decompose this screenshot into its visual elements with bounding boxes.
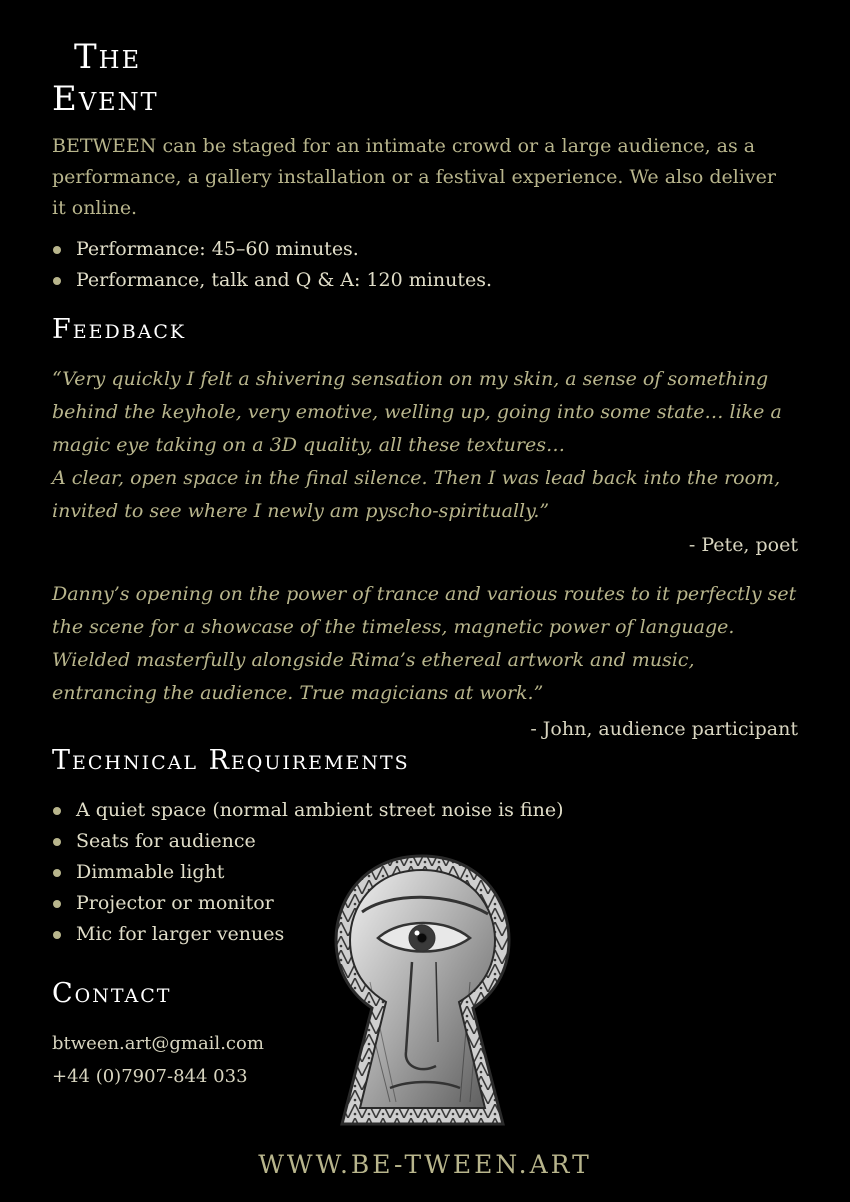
event-description: BETWEEN can be staged for an intimate crowd or a large audience, as a performance, a gallery installation or a festival experience. We also deliver it online. <box>52 135 776 219</box>
keyhole-eye-illustration <box>320 852 525 1130</box>
contact-heading: Contact <box>52 978 172 1009</box>
list-item: Seats for audience <box>52 826 564 857</box>
list-item: Performance, talk and Q & A: 120 minutes. <box>52 265 492 296</box>
feedback-quote-2: Danny’s opening on the power of trance and various routes to it perfectly set the scene for a showcase of the timeless, magnetic power of language. Wielded masterfully alongside Rima’s ethereal artwork and music, entrancing the audience. True magicians at work.” <box>52 583 797 704</box>
event-duration-list <box>52 234 492 296</box>
feedback-attribution-1: - Pete, poet <box>688 534 798 556</box>
list-item: Projector or monitor <box>52 888 564 919</box>
list-item: Mic for larger venues <box>52 919 564 950</box>
technical-heading: Technical Requirements <box>52 745 410 776</box>
website-link[interactable]: WWW.BE-TWEEN.ART <box>258 1150 592 1179</box>
quote-1-part-1: “Very quickly I felt a shivering sensation on my skin, a sense of something behind the keyhole, very emotive, welling up, going into some state… like a magic eye taking on a 3D quality, all these textures… <box>52 368 782 456</box>
contact-info <box>52 1027 264 1093</box>
quote-1-part-2: A clear, open space in the final silence. Then I was lead back into the room, invited to see where I newly am pyscho-spiritually.” <box>52 467 781 522</box>
event-title-line2: Event <box>52 79 159 119</box>
contact-email[interactable]: btween.art@gmail.com <box>52 1033 264 1054</box>
list-item: Dimmable light <box>52 857 564 888</box>
feedback-attribution-2: - John, audience participant <box>530 718 798 740</box>
contact-phone[interactable]: +44 (0)7907-844 033 <box>52 1066 248 1087</box>
feedback-heading: Feedback <box>52 314 187 345</box>
event-title-line1: The <box>74 37 142 77</box>
list-item: Performance: 45–60 minutes. <box>52 234 492 265</box>
feedback-quote-1 <box>52 363 797 528</box>
list-item: A quiet space (normal ambient street noise is fine) <box>52 795 564 826</box>
